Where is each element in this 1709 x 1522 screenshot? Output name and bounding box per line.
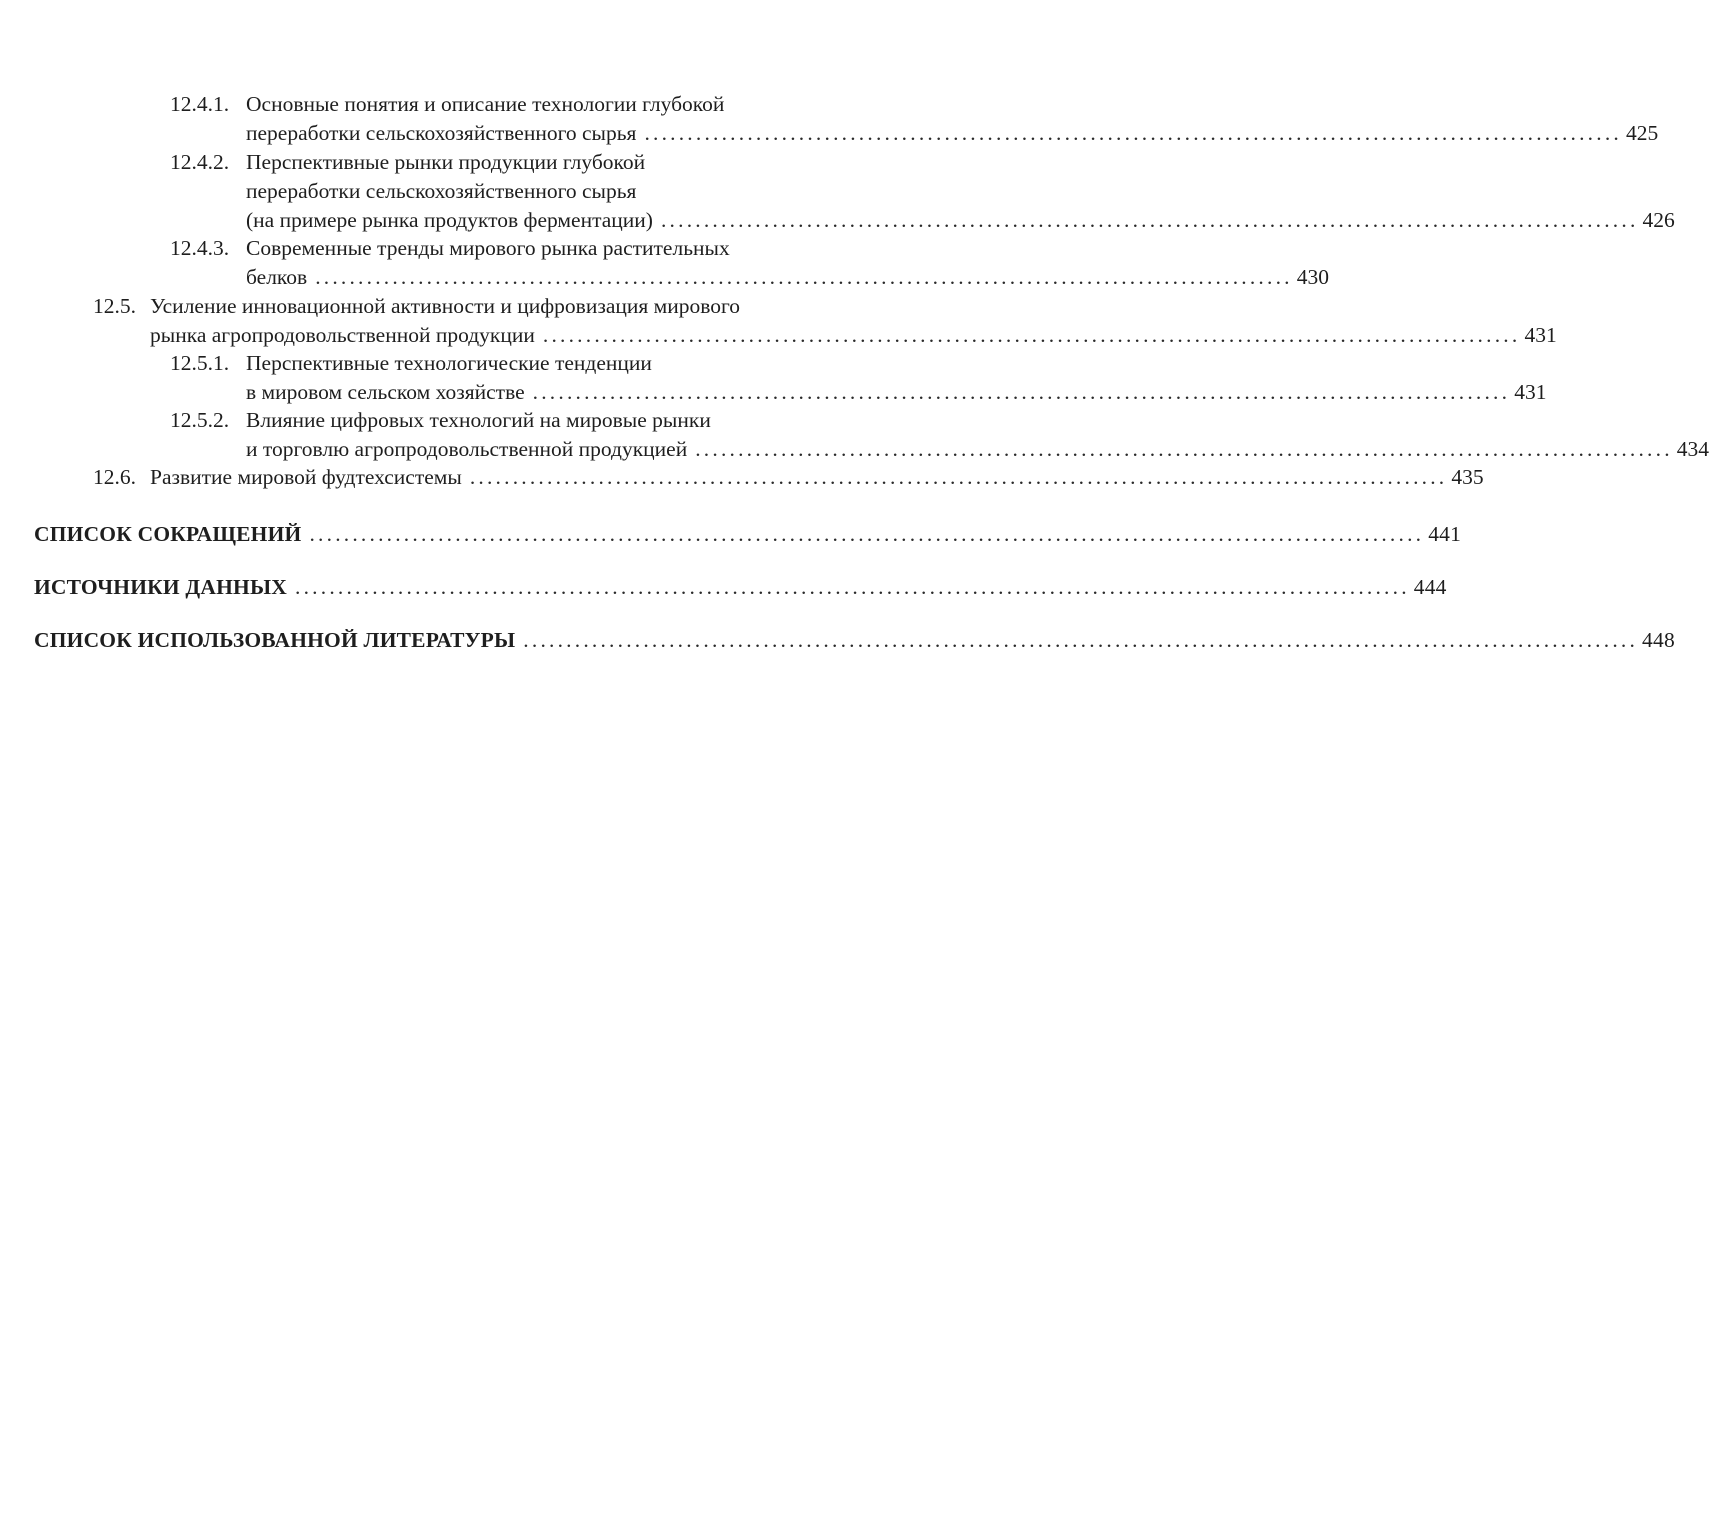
toc-entry-last-line	[246, 263, 1329, 292]
toc-entry-number: 12.4.2.	[170, 150, 230, 174]
toc-entry-last-line	[246, 119, 1659, 148]
toc-section-title: СПИСОК СОКРАЩЕНИЙ	[34, 522, 302, 546]
toc-entry-title-line: переработки сельскохозяйственного сырья	[246, 179, 637, 203]
toc-leader-dots: ..................................................................................................................................	[523, 628, 1639, 652]
toc-page-number: 431	[1524, 323, 1557, 347]
toc-entry-12-4-3[interactable]	[0, 234, 1329, 294]
toc-entry-number: 12.5.1.	[170, 351, 230, 375]
toc-leader-dots: ..................................................................................................................	[532, 380, 1511, 404]
toc-leader-dots: ..................................................................................................................	[695, 437, 1673, 461]
toc-entry-12-5-1[interactable]	[0, 349, 1547, 409]
toc-entry-title-line: Современные тренды мирового рынка растительных	[246, 236, 730, 260]
toc-entry-12-6[interactable]	[0, 463, 1484, 493]
toc-entry-title-line: Развитие мировой фудтехсистемы	[150, 465, 462, 489]
toc-page-number: 434	[1676, 437, 1709, 461]
toc-leader-dots: ..................................................................................................................................	[295, 575, 1410, 599]
toc-entry-last-line	[246, 435, 1709, 464]
toc-entry-title-line: переработки сельскохозяйственного сырья	[246, 121, 637, 145]
toc-entry-last-line	[34, 626, 1675, 655]
toc-leader-dots: ..................................................................................................................	[315, 265, 1293, 289]
toc-entry-last-line	[246, 378, 1547, 407]
toc-entry-last-line	[246, 206, 1675, 235]
toc-section-references[interactable]	[0, 626, 1675, 656]
toc-leader-dots: ..................................................................................................................	[660, 208, 1639, 232]
toc-section-data-sources[interactable]	[0, 573, 1447, 603]
toc-entry-last-line	[150, 463, 1484, 492]
toc-entry-title-line: Основные понятия и описание технологии глубокой	[246, 92, 725, 116]
toc-page-number: 441	[1428, 522, 1462, 546]
toc-entry-title-line: Усиление инновационной активности и цифровизация мирового	[150, 294, 741, 318]
toc-page-number: 426	[1642, 208, 1675, 232]
toc-entry-title-line: (на примере рынка продуктов ферментации)	[246, 208, 653, 232]
toc-page-number: 431	[1514, 380, 1547, 404]
toc-entry-12-5-2[interactable]	[0, 406, 1709, 466]
toc-entry-number: 12.5.	[93, 294, 136, 318]
toc-page-number: 435	[1451, 465, 1484, 489]
toc-page-number: 425	[1626, 121, 1659, 145]
toc-entry-last-line	[150, 321, 1557, 350]
toc-section-abbreviations[interactable]	[0, 520, 1462, 550]
toc-entry-title-line: в мировом сельском хозяйстве	[246, 380, 525, 404]
toc-entry-title-line: рынка агропродовольственной продукции	[150, 323, 535, 347]
toc-entry-title-line: и торговлю агропродовольственной продукцией	[246, 437, 688, 461]
toc-leader-dots: ..................................................................................................................	[469, 465, 1448, 489]
toc-page-number: 430	[1296, 265, 1329, 289]
toc-entry-last-line	[34, 573, 1447, 602]
toc-entry-title-line: Влияние цифровых технологий на мировые рынки	[246, 408, 711, 432]
toc-entry-title-line: белков	[246, 265, 308, 289]
toc-leader-dots: ..................................................................................................................	[644, 121, 1622, 145]
toc-entry-title-line: Перспективные рынки продукции глубокой	[246, 150, 646, 174]
toc-entry-number: 12.5.2.	[170, 408, 230, 432]
toc-entry-number: 12.6.	[93, 465, 136, 489]
toc-entry-last-line	[34, 520, 1462, 549]
toc-page-number: 448	[1642, 628, 1675, 652]
toc-leader-dots: ..................................................................................................................	[542, 323, 1521, 347]
toc-leader-dots: ..................................................................................................................................	[309, 522, 1425, 546]
toc-entry-number: 12.4.1.	[170, 92, 230, 116]
toc-entry-title-line: Перспективные технологические тенденции	[246, 351, 652, 375]
toc-entry-12-4-2[interactable]	[0, 148, 1675, 236]
toc-entry-number: 12.4.3.	[170, 236, 230, 260]
toc-entry-12-5[interactable]	[0, 292, 1557, 352]
toc-section-title: ИСТОЧНИКИ ДАННЫХ	[34, 575, 288, 599]
toc-section-title: СПИСОК ИСПОЛЬЗОВАННОЙ ЛИТЕРАТУРЫ	[34, 628, 516, 652]
toc-entry-12-4-1[interactable]	[0, 90, 1659, 150]
toc-page-number: 444	[1413, 575, 1447, 599]
